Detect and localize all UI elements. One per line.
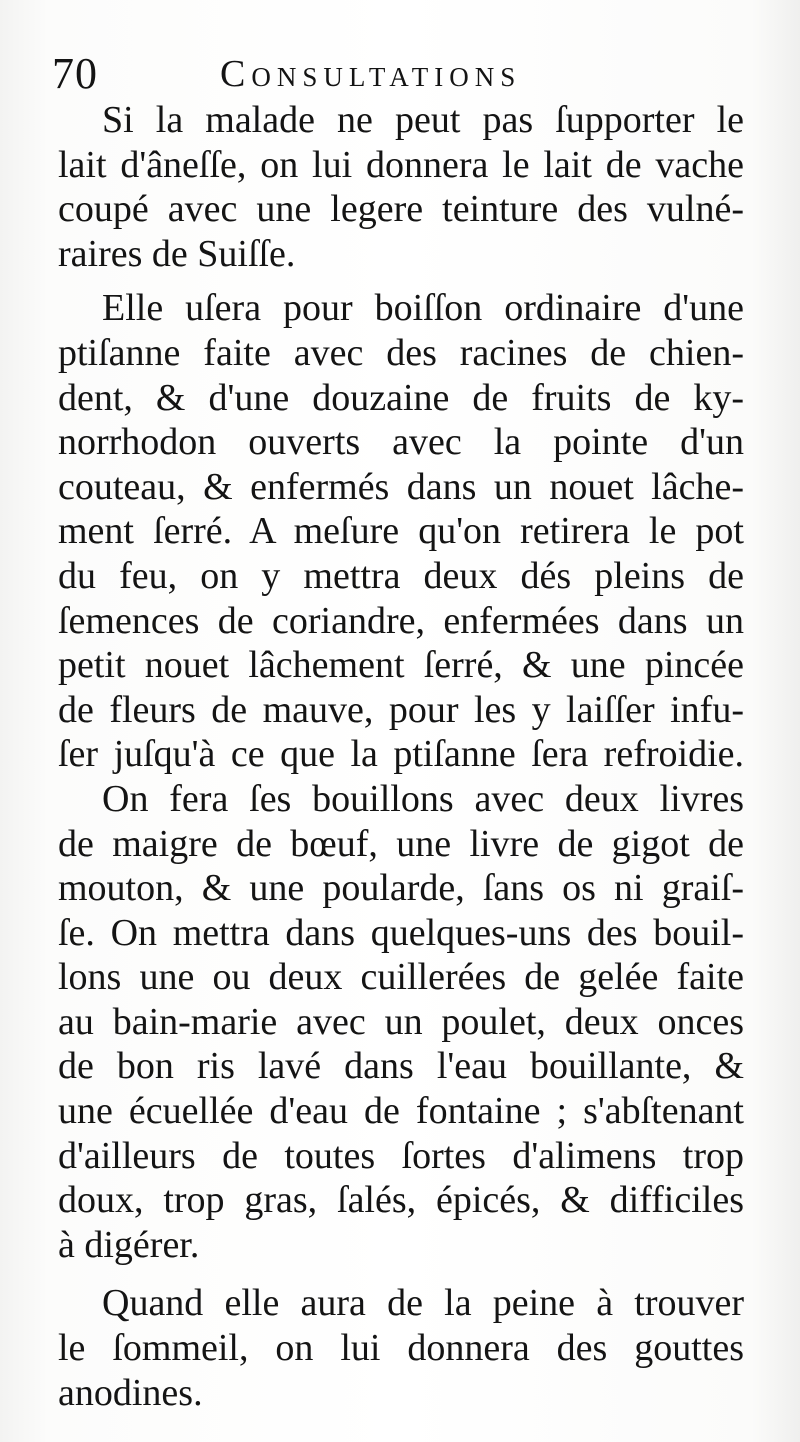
text-line: ſemences de coriandre, enfermées dans un — [58, 599, 744, 642]
text-line: d'ailleurs de toutes ſortes d'alimens trop — [58, 1134, 744, 1177]
text-line: le ſommeil, on lui donnera des gouttes — [58, 1327, 744, 1370]
page-number: 70 — [52, 49, 98, 98]
text-line: à digérer. — [58, 1223, 200, 1266]
text-line: au bain-marie avec un poulet, deux onces — [58, 1000, 744, 1043]
text-line: de fleurs de mauve, pour les y laiſſer infu- — [58, 688, 744, 731]
text-line: anodines. — [58, 1371, 203, 1414]
text-line: norrhodon ouverts avec la pointe d'un — [58, 421, 744, 464]
text-line: Si la malade ne peut pas ſupporter le — [102, 99, 744, 141]
paragraph-4 — [58, 1281, 744, 1415]
text-line: lons une ou deux cuillerées de gelée faite — [58, 956, 744, 999]
paragraph-2 — [58, 286, 744, 777]
text-line: Elle uſera pour boiſſon ordinaire d'une — [102, 287, 744, 330]
text-line: ment ſerré. A meſure qu'on retirera le pot — [58, 510, 744, 553]
text-line: petit nouet lâchement ſerré, & une pincée — [58, 644, 744, 687]
text-line: dent, & d'une douzaine de fruits de ky- — [58, 376, 744, 419]
text-line: mouton, & une poularde, ſans os ni graiſ- — [58, 867, 744, 910]
running-head — [52, 44, 752, 104]
body-text — [58, 98, 744, 1415]
text-line: une écuellée d'eau de fontaine ; s'abſtenant — [58, 1090, 744, 1133]
text-line: du feu, on y mettra deux dés pleins de — [58, 554, 744, 597]
text-line: lait d'âneſſe, on lui donnera le lait de vache — [58, 143, 744, 186]
text-line: ſe. On mettra dans quelques-uns des bouil- — [58, 911, 744, 954]
text-line: de bon ris lavé dans l'eau bouillante, & — [58, 1045, 744, 1088]
paragraph-3 — [58, 777, 744, 1268]
text-line: coupé avec une legere teinture des vulné- — [58, 188, 744, 231]
running-title: Consultations — [220, 53, 522, 95]
text-line: Quand elle aura de la peine à trouver — [102, 1282, 744, 1325]
text-line: de maigre de bœuf, une livre de gigot de — [58, 822, 744, 865]
text-line: couteau, & enfermés dans un nouet lâche- — [58, 465, 744, 508]
paragraph-gap — [58, 1267, 744, 1281]
paragraph-gap — [58, 276, 744, 286]
text-line: On fera ſes bouillons avec deux livres — [102, 777, 744, 820]
text-line: doux, trop gras, ſalés, épicés, & difficiles — [58, 1179, 744, 1222]
paragraph-1 — [58, 98, 744, 276]
text-line: ptiſanne faite avec des racines de chien- — [58, 331, 744, 374]
text-line: ſer juſqu'à ce que la ptiſanne ſera refroidie. — [58, 733, 744, 776]
text-line: raires de Suiſſe. — [58, 232, 296, 275]
